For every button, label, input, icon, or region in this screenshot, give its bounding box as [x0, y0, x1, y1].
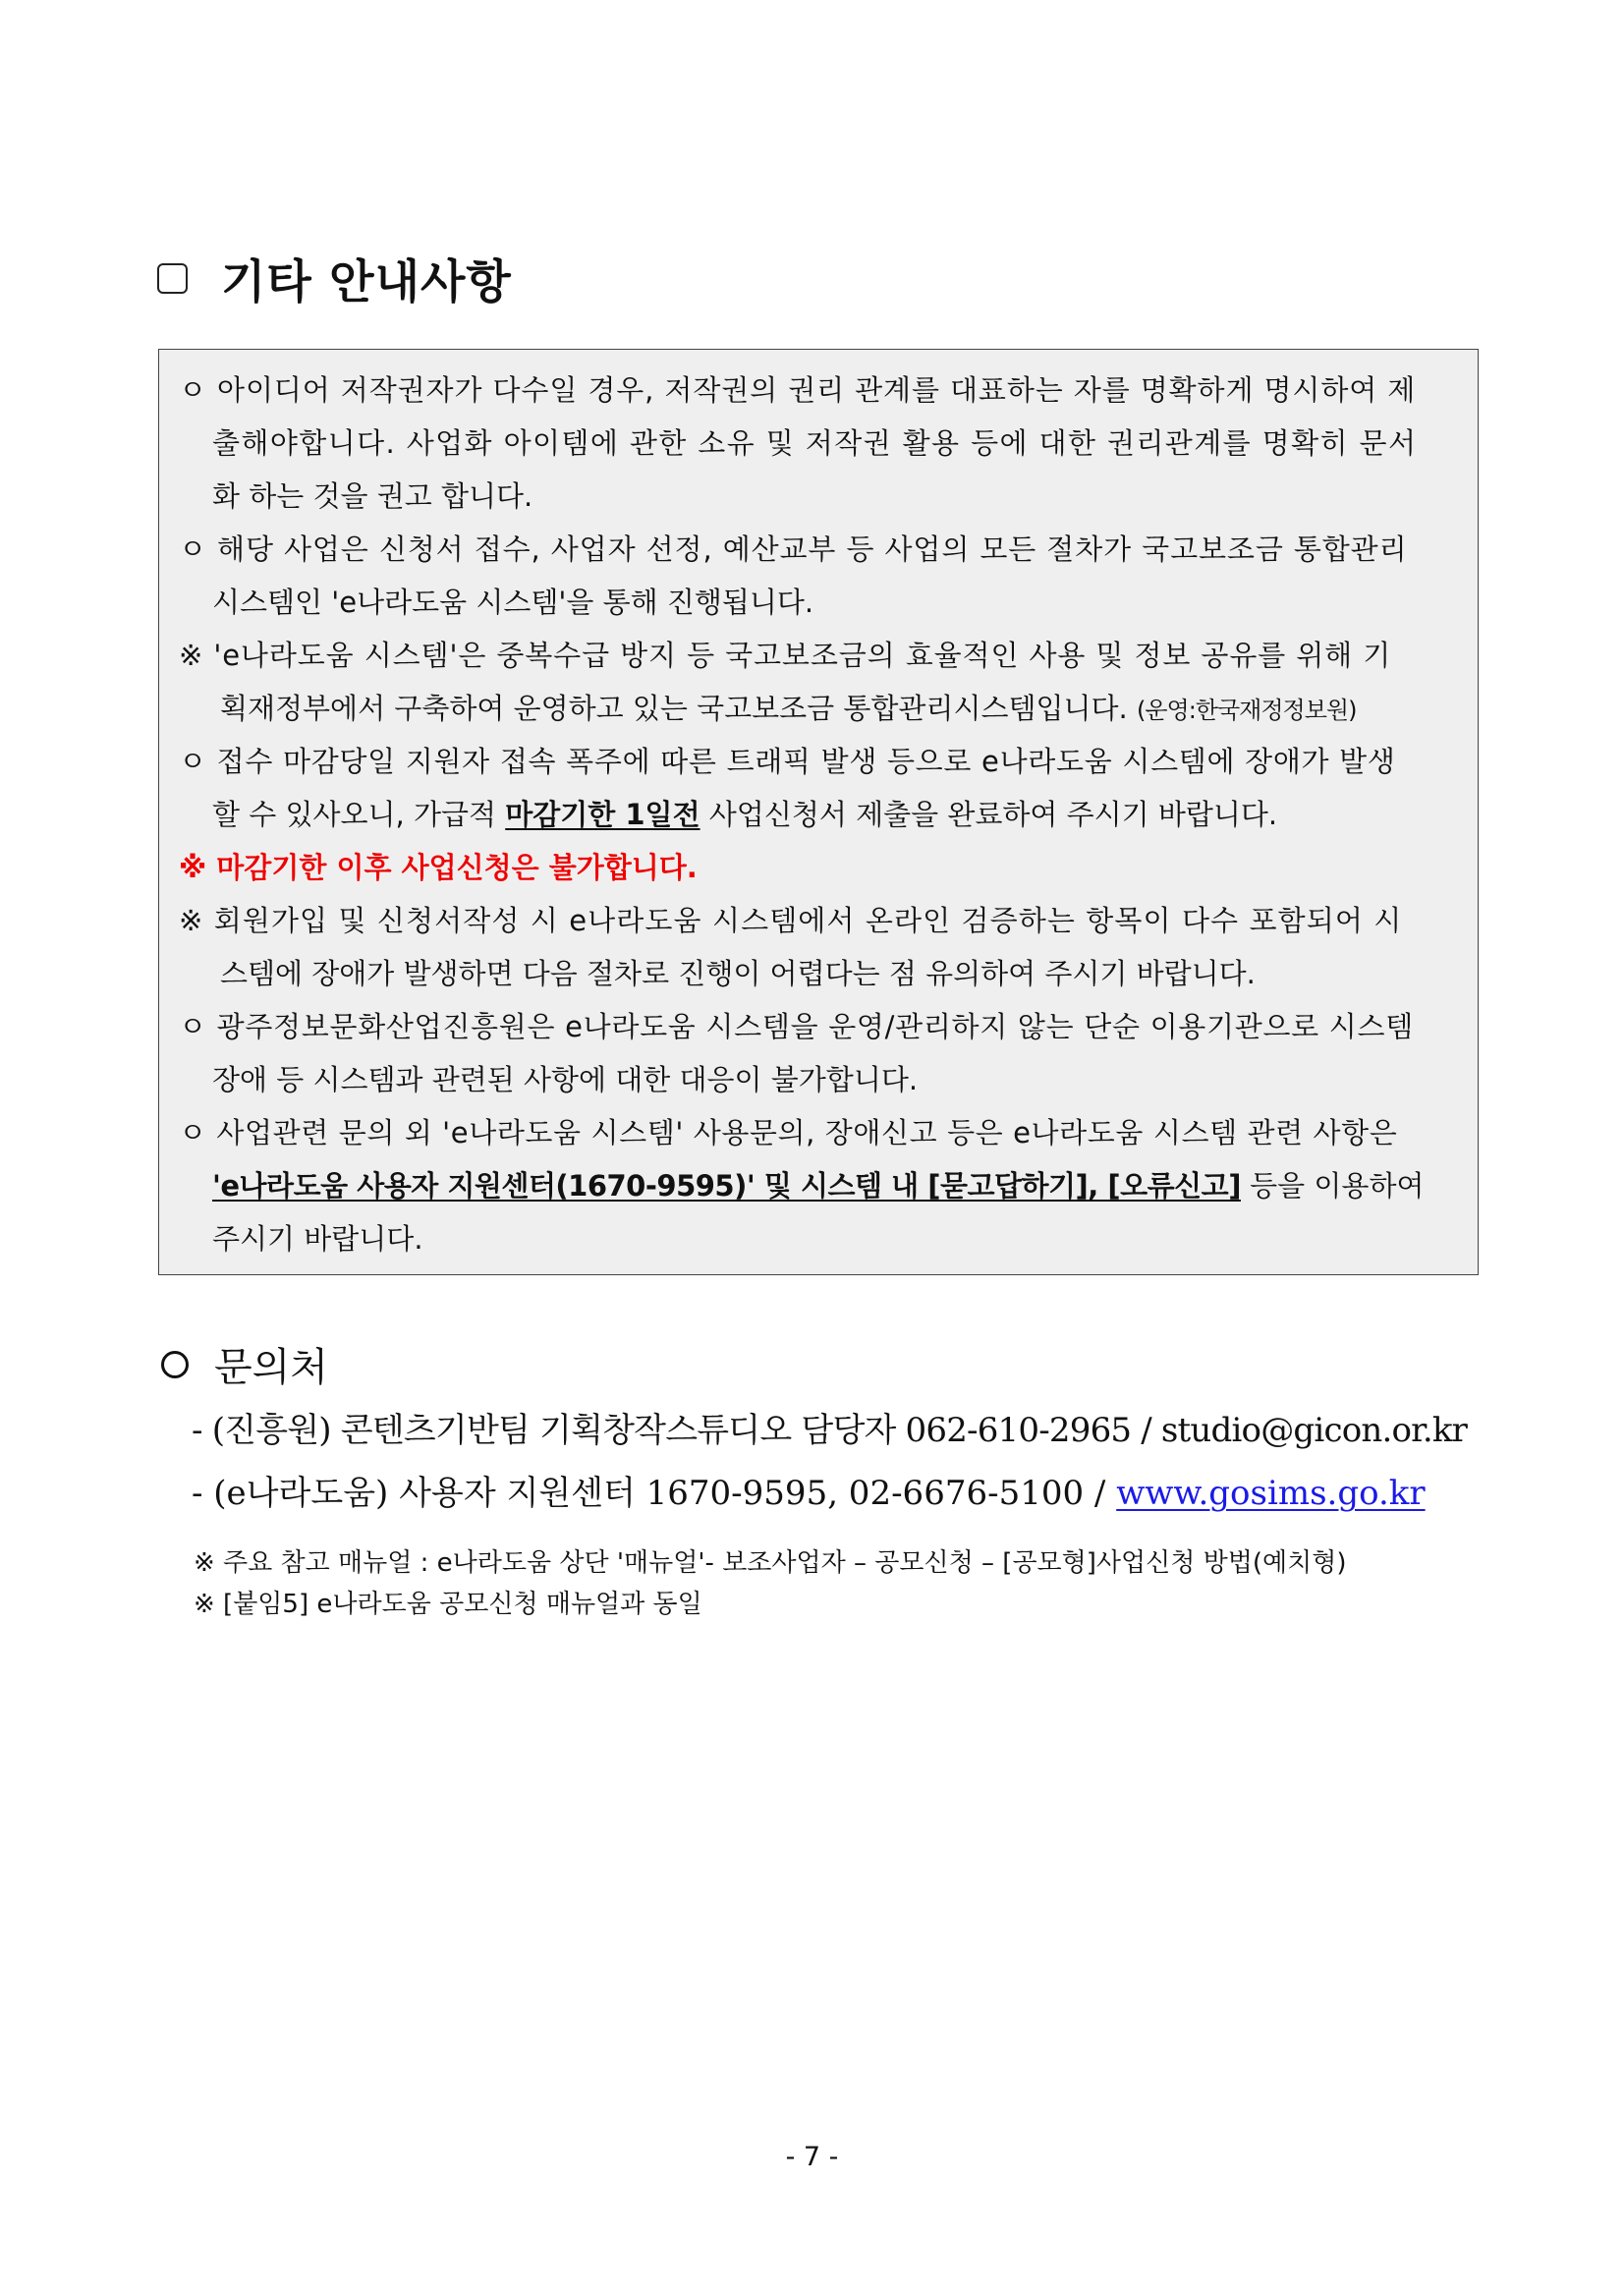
- notice-line-7: [220, 689, 1356, 730]
- notice-line-9-tail: 사업신청서 제출을 완료하여 주시기 바랍니다.: [700, 798, 1278, 831]
- attachment-note: ※ [붙임5] e나라도움 공모신청 매뉴얼과 동일: [194, 1590, 702, 1619]
- support-center-emphasis: 'e나라도움 사용자 지원센터(1670-9595)' 및 시스템 내 [묻고답하기], [오류신고]: [212, 1169, 1241, 1203]
- notice-line-9: [212, 795, 1277, 834]
- notice-line-16-tail: 등을 이용하여: [1240, 1169, 1425, 1203]
- manual-note: ※ 주요 참고 매뉴얼 : e나라도움 상단 '매뉴얼'- 보조사업자 – 공모신청 – [공모형]사업신청 방법(예치형): [194, 1548, 1347, 1578]
- section-title: 기타 안내사항: [221, 255, 512, 309]
- contact-line-2: [192, 1466, 1426, 1514]
- notice-line-11: ※ 회원가입 및 신청서작성 시 e나라도움 시스템에서 온라인 검증하는 항목이 다수 포함되어 시: [179, 904, 1403, 937]
- operator-note: (운영:한국재정정보원): [1136, 697, 1357, 724]
- notice-line-9-text: 할 수 있사오니, 가급적: [212, 798, 506, 831]
- notice-line-3: 화 하는 것을 권고 합니다.: [212, 479, 533, 513]
- notice-line-2: 출해야합니다. 사업화 아이템에 관한 소유 및 저작권 활용 등에 대한 권리관계를 명확히 문서: [212, 426, 1418, 460]
- circle-bullet-icon: [161, 1351, 189, 1378]
- deadline-emphasis: 마감기한 1일전: [505, 798, 700, 831]
- notice-line-5: 시스템인 'e나라도움 시스템'을 통해 진행됩니다.: [212, 586, 814, 619]
- notice-line-8: ㅇ 접수 마감당일 지원자 접속 폭주에 따른 트래픽 발생 등으로 e나라도움 시스템에 장애가 발생: [179, 745, 1396, 778]
- page-number: - 7 -: [785, 2142, 839, 2172]
- notice-line-6: ※ 'e나라도움 시스템'은 중복수급 방지 등 국고보조금의 효율적인 사용 및 정보 공유를 위해 기: [179, 639, 1392, 672]
- notice-line-15: ㅇ 사업관련 문의 외 'e나라도움 시스템' 사용문의, 장애신고 등은 e나라도움 시스템 관련 사항은: [179, 1116, 1398, 1149]
- contact-title: 문의처: [214, 1345, 328, 1390]
- notice-line-17: 주시기 바랍니다.: [212, 1222, 423, 1256]
- notice-line-1: ㅇ 아이디어 저작권자가 다수일 경우, 저작권의 권리 관계를 대표하는 자를 명확하게 명시하여 제: [179, 373, 1417, 407]
- notice-box: [158, 349, 1479, 1275]
- notice-line-10-warning: ※ 마감기한 이후 사업신청은 불가합니다.: [179, 851, 698, 884]
- notice-line-12: 스템에 장애가 발생하면 다음 절차로 진행이 어렵다는 점 유의하여 주시기 바랍니다.: [220, 957, 1256, 990]
- contact-heading: [161, 1336, 328, 1392]
- notice-line-4: ㅇ 해당 사업은 신청서 접수, 사업자 선정, 예산교부 등 사업의 모든 절차가 국고보조금 통합관리: [179, 532, 1408, 566]
- notice-line-13: ㅇ 광주정보문화산업진흥원은 e나라도움 시스템을 운영/관리하지 않는 단순 이용기관으로 시스템: [179, 1010, 1414, 1043]
- website-link[interactable]: www.gosims.go.kr: [1116, 1474, 1426, 1513]
- notice-line-14: 장애 등 시스템과 관련된 사항에 대한 대응이 불가합니다.: [212, 1063, 919, 1096]
- section-heading: [157, 246, 512, 311]
- contact-line-2-text: - (e나라도움) 사용자 지원센터 1670-9595, 02-6676-5100 /: [192, 1474, 1117, 1513]
- contact-line-1: - (진흥원) 콘텐츠기반팀 기획창작스튜디오 담당자 062-610-2965 / studio@gicon.or.kr: [192, 1411, 1468, 1450]
- notice-line-16: [212, 1166, 1424, 1205]
- notice-line-7-text: 획재정부에서 구축하여 운영하고 있는 국고보조금 통합관리시스템입니다.: [220, 692, 1137, 725]
- checkbox-square-icon: [157, 263, 188, 294]
